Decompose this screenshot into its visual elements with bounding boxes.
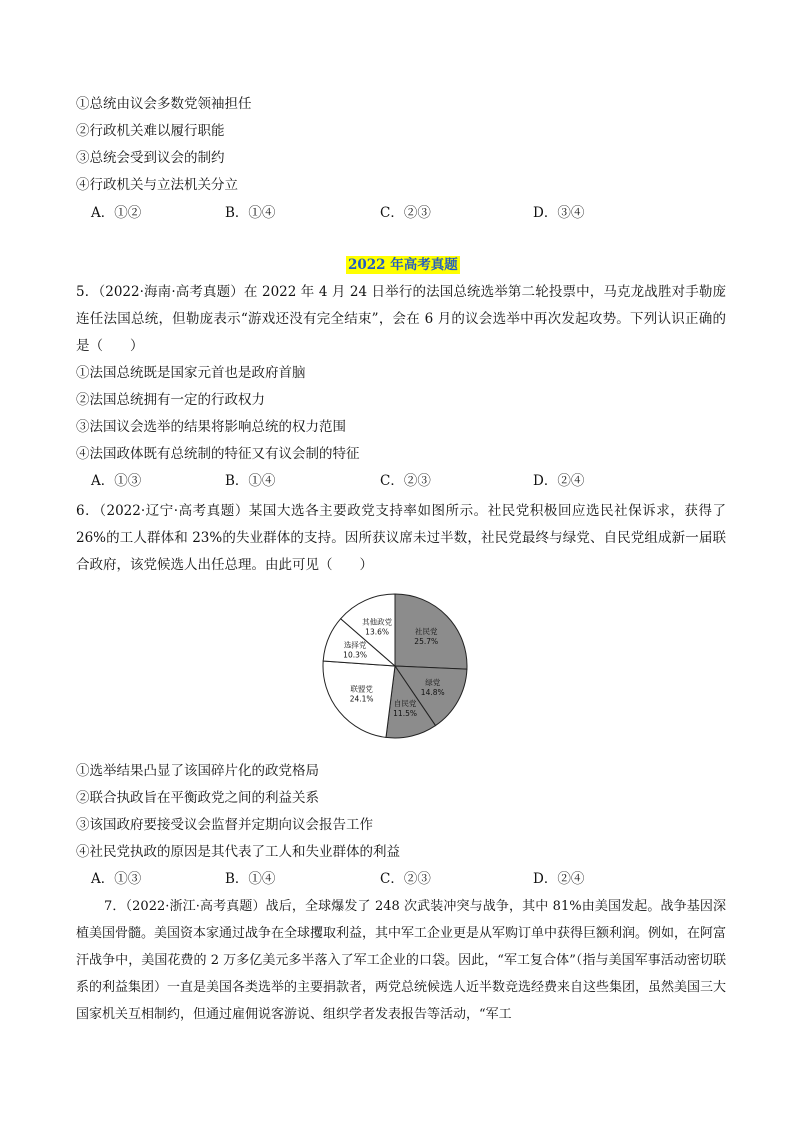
q6-statement-2: ②联合执政旨在平衡政党之间的利益关系 xyxy=(76,790,319,806)
q6-option-a[interactable]: A．①③ xyxy=(91,871,142,887)
pie-label-6: 其他政党 xyxy=(362,617,393,627)
section-title: 2022 年高考真题 xyxy=(348,257,458,273)
pie-label-1: 社民党 xyxy=(414,627,438,637)
pie-value-4: 24.1% xyxy=(349,694,374,704)
q4-statement-1: ①总统由议会多数党领袖担任 xyxy=(76,96,252,112)
party-support-pie-chart xyxy=(310,586,480,746)
pie-label-5: 选择党 xyxy=(343,640,367,650)
q5-statement-2: ②法国总统拥有一定的行政权力 xyxy=(76,392,265,408)
q7-text: 7．（2022·浙江·高考真题）战后，全球爆发了 248 次武装冲突与战争，其中 81%由美国发起。战争基因深植美国骨髓。美国资本家通过战争在全球攫取利益，其中军工企业更是从军购订单中获得巨额利润。例如，在阿富汗战争中，美国花费的 2 万多亿美元多半落入了军工企业的口袋。因此，“军工复合体”（指与美国军事活动密切联系的利益集团）一直是美国各类选举的主要捐款者，两党总统候选人近半数竞选经费来自这些集团，虽然美国三大国家机关互相制约，但通过雇佣说客游说、组织学者发表报告等活动，“军工 xyxy=(76,899,726,1022)
q5-option-c[interactable]: C．②③ xyxy=(380,473,431,489)
pie-value-5: 10.3% xyxy=(343,650,368,660)
pie-label-3: 自民党 xyxy=(393,699,417,709)
pie-value-6: 13.6% xyxy=(365,627,390,637)
q4-option-a[interactable]: A．①② xyxy=(91,205,142,221)
q6-option-c[interactable]: C．②③ xyxy=(380,871,431,887)
q6-option-d[interactable]: D．②④ xyxy=(533,871,585,887)
q5-option-d[interactable]: D．②④ xyxy=(533,473,585,489)
pie-label-4: 联盟党 xyxy=(350,684,373,694)
q5-stem: 5．（2022·海南·高考真题）在 2022 年 4 月 24 日举行的法国总统选举第二轮投票中，马克龙战胜对手勒庞连任法国总统，但勒庞表示“游戏还没有完全结束”，会在 6 月的议会选举中再次发起攻势。下列认识正确的是（ ） xyxy=(76,284,726,354)
q4-option-c[interactable]: C．②③ xyxy=(380,205,431,221)
pie-value-3: 11.5% xyxy=(393,709,417,719)
q4-statement-3: ③总统会受到议会的制约 xyxy=(76,150,225,166)
q6-stem: 6．（2022·辽宁·高考真题）某国大选各主要政党支持率如图所示。社民党积极回应选民社保诉求，获得了 26%的工人群体和 23%的失业群体的支持。因所获议席未过半数，社民党最终与绿党、自民党组成新一届联合政府，该党候选人出任总理。由此可见（ ） xyxy=(76,503,726,573)
q4-option-b[interactable]: B．①④ xyxy=(225,205,276,221)
pie-value-2: 14.8% xyxy=(420,688,445,698)
q4-statement-4: ④行政机关与立法机关分立 xyxy=(76,177,238,193)
pie-label-2: 绿党 xyxy=(425,678,441,688)
q5-statement-4: ④法国政体既有总统制的特征又有议会制的特征 xyxy=(76,446,360,462)
q5-statement-1: ①法国总统既是国家元首也是政府首脑 xyxy=(76,365,306,381)
q6-option-b[interactable]: B．①④ xyxy=(225,871,276,887)
q5-option-b[interactable]: B．①④ xyxy=(225,473,276,489)
q4-option-d[interactable]: D．③④ xyxy=(533,205,585,221)
q4-statement-2: ②行政机关难以履行职能 xyxy=(76,123,225,139)
q5-statement-3: ③法国议会选举的结果将影响总统的权力范围 xyxy=(76,419,346,435)
pie-value-1: 25.7% xyxy=(414,637,439,647)
q6-statement-3: ③该国政府要接受议会监督并定期向议会报告工作 xyxy=(76,817,373,833)
q5-option-a[interactable]: A．①③ xyxy=(91,473,142,489)
q6-statement-4: ④社民党执政的原因是其代表了工人和失业群体的利益 xyxy=(76,844,400,860)
q6-statement-1: ①选举结果凸显了该国碎片化的政党格局 xyxy=(76,763,319,779)
